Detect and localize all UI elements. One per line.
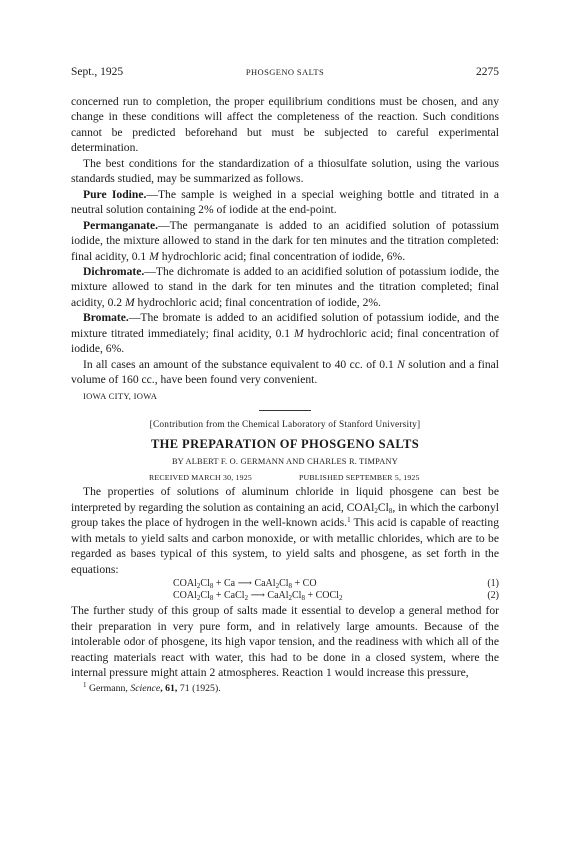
intro-text-4: This acid is capable of reacting with metals to yield salts and carbon monoxide, or with metallic chlorides, which are to be regarded as bases typical of this system, to yield salts and phosgene, as set forth in the equations: <box>71 516 499 576</box>
molarity-symbol: M <box>124 295 135 309</box>
heading-pure-iodine: Pure Iodine. <box>83 187 147 201</box>
equation-2-number: (2) <box>487 590 499 602</box>
header-running-title: PHOSGENO SALTS <box>245 67 325 77</box>
byline-prefix: BY <box>172 456 186 466</box>
molarity-symbol: M <box>149 249 159 263</box>
paragraph-further-study: The further study of this group of salts made it essential to develop a general method for their preparation in very pure form, and in relatively large amounts. Because of the intolerable odor of phosgene, its high vapor tension, and the readiness with which all of the reacting materials react with water, this had to be done in a closed system, where the internal pressure might attain 2 atmospheres. Reaction 1 would increase this pressure, <box>71 604 499 679</box>
contribution-line: [Contribution from the Chemical Laboratory of Stanford University] <box>149 420 421 431</box>
header-page-number: 2275 <box>476 66 499 78</box>
paragraph-pure-iodine <box>71 187 499 218</box>
text-bromate-1: —The bromate is added to an acidified solution of potassium iodide, and the mixture titrated immediately; final acidity, 0.1 <box>71 311 499 340</box>
molarity-symbol: M <box>293 326 304 340</box>
subscript: 2 <box>374 506 378 515</box>
text-permanganate-1: —The permanganate is added to an acidified solution of potassium iodide, the mixture allowed to stand in the dark for ten minutes and the titration completed: final acidity, 0.1 <box>71 218 499 263</box>
text-pure-iodine: —The sample is weighed in a special weighing bottle and titrated in a neutral solution containing 2% of iodide at the end-point. <box>71 187 499 217</box>
page-body <box>71 94 499 695</box>
text-conclusion-1: In all cases an amount of the substance equivalent to 40 cc. of 0.1 <box>83 357 398 371</box>
footnote-reference: 1 <box>347 516 351 525</box>
equation-1-expression: $COAl_2Cl_8 + Ca$ ⟶ $CaAl_2Cl_8$ + CO <box>173 578 317 591</box>
footnote <box>83 682 499 695</box>
equation-2 <box>71 590 499 602</box>
intro-text-2: Cl <box>377 500 389 514</box>
text-dichromate-1: —The dichromate is added to an acidified solution of potassium iodide, the mixture allowed to stand in the dark for ten minutes and the titration completed; final acidity, 0.2 <box>71 264 499 309</box>
intro-text-1: The properties of solutions of aluminum chloride in liquid phosgene can best be interpreted by regarding the solution as containing an acid, COAl <box>71 485 499 514</box>
footnote-volume: , 61, <box>160 683 178 695</box>
article-authors: ALBERT F. O. GERMANN AND CHARLES R. TIMPANY <box>185 456 398 466</box>
equation-1-number: (1) <box>487 578 499 590</box>
paragraph-permanganate <box>71 218 499 264</box>
footnote-journal: Science <box>130 683 161 695</box>
equations-block <box>71 578 499 602</box>
paragraph-continuation: concerned run to completion, the proper equilibrium conditions must be chosen, and any change in these conditions will affect the completeness of the reaction. Such conditions cannot be predicted beforehand but must be subjected to careful experimental determination. <box>71 95 499 155</box>
text-permanganate-2: hydrochloric acid; final concentration of iodide, 6%. <box>158 249 406 263</box>
article-dates <box>71 470 499 484</box>
subscript: 8 <box>388 506 393 515</box>
paragraph-summary-intro: The best conditions for the standardization of a thiosulfate solution, using the various standards studied, may be summarized as follows. <box>71 156 499 186</box>
paragraph-conclusion <box>71 357 499 388</box>
published-date: PUBLISHED SEPTEMBER 5, 1925 <box>299 473 420 483</box>
text-dichromate-2: hydrochloric acid; final concentration of iodide, 2%. <box>134 295 381 309</box>
paragraph-dichromate <box>71 264 499 310</box>
footnote-author: Germann, <box>86 683 131 695</box>
paragraph-introduction <box>71 484 499 577</box>
header-date: Sept., 1925 <box>71 66 124 78</box>
normality-symbol: N <box>397 357 405 371</box>
heading-bromate: Bromate. <box>83 311 129 325</box>
reaction-arrow-icon: ⟶ <box>237 578 252 590</box>
institution-signature: IOWA CITY, IOWA <box>83 390 158 401</box>
footnote-number: 1 <box>83 681 87 690</box>
heading-permanganate: Permanganate. <box>83 218 159 232</box>
intro-text-3: , in which the carbonyl group takes the place of hydrogen in the well-known acids. <box>71 500 499 530</box>
article-title: THE PREPARATION OF PHOSGENO SALTS <box>150 436 420 451</box>
section-divider <box>259 410 311 411</box>
running-header <box>71 66 499 80</box>
heading-dichromate: Dichromate. <box>83 264 145 278</box>
reaction-arrow-icon: ⟶ <box>250 590 265 602</box>
paragraph-bromate <box>71 310 499 356</box>
footnote-rest: 71 (1925). <box>177 683 221 695</box>
equation-2-expression: $COAl_2Cl_8$ + CaCl$_2$ ⟶ $CaAl_2Cl_8$ + COCl$_2$ <box>173 590 343 603</box>
article-byline <box>71 454 499 469</box>
text-bromate-2: hydrochloric acid; final concentration of iodide, 6%. <box>71 326 499 356</box>
text-conclusion-2: solution and a final volume of 160 cc., have been found very convenient. <box>71 357 500 387</box>
received-date: RECEIVED MARCH 30, 1925 <box>149 473 252 483</box>
equation-1 <box>71 578 499 590</box>
